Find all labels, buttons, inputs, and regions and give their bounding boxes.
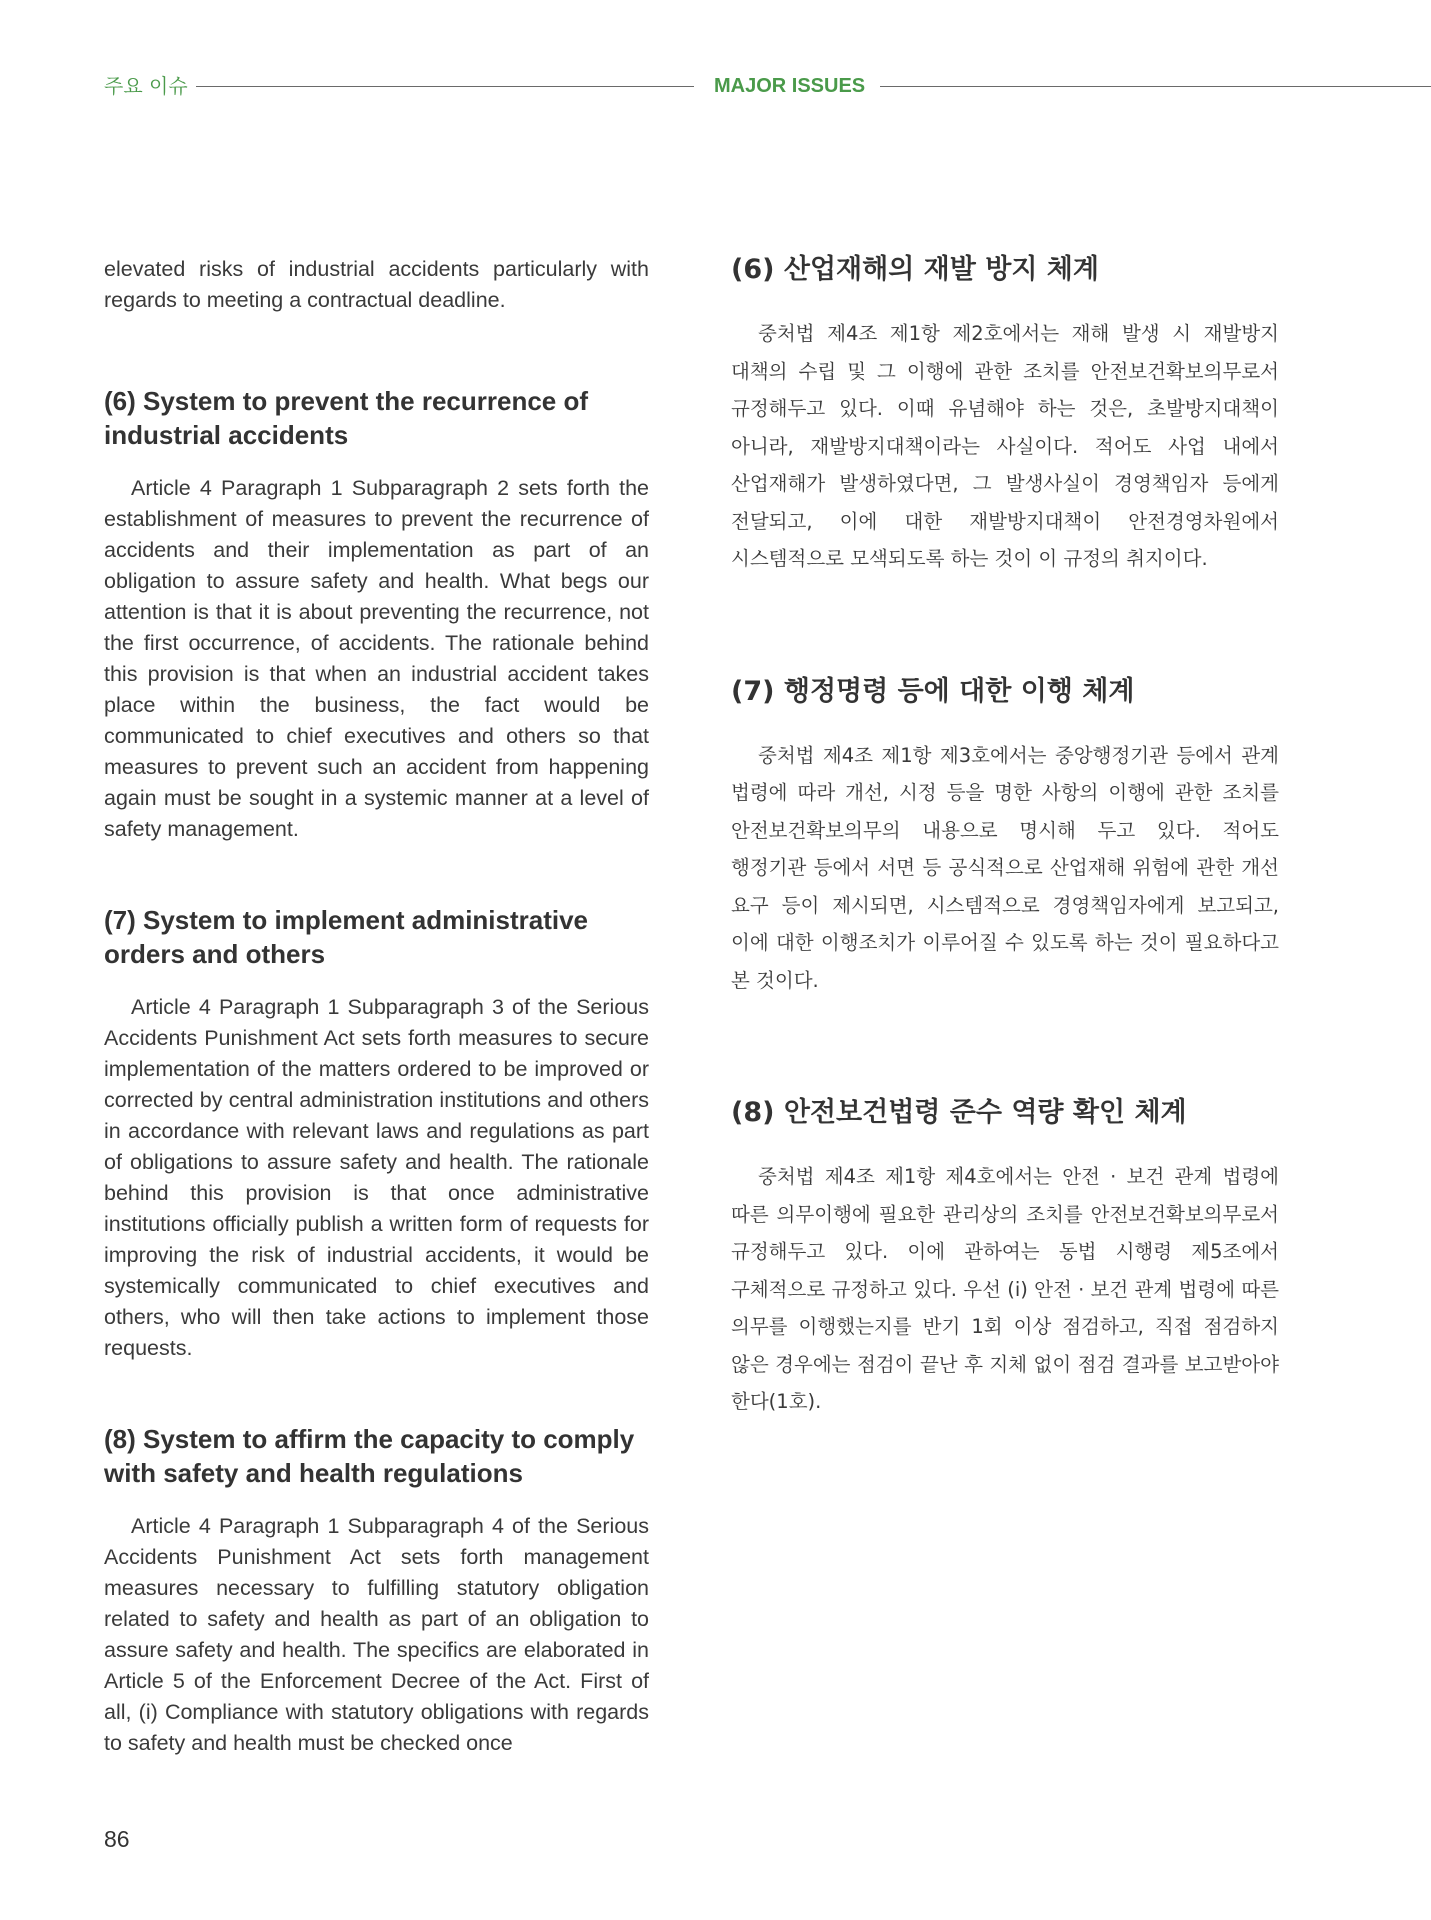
- heading-en-6: (6) System to prevent the recurrence of industrial accidents: [104, 386, 589, 450]
- paragraph-ko-6: 중처법 제4조 제1항 제2호에서는 재해 발생 시 재발방지 대책의 수립 및 그 이행에 관한 조치를 안전보건확보의무로서 규정해두고 있다. 이때 유념해야 하는 것은, 초발방지대책이 아니라, 재발방지대책이라는 사실이다. 적어도 사업 내에서 산업재해가 발생하였다면, 그 발생사실이 경영책임자 등에게 전달되고, 이에 대한 재발방지대책이 안전경영차원에서 시스템적으로 모색되도록 하는 것이 이 규정의 취지이다.: [731, 322, 1279, 570]
- intro-paragraph: elevated risks of industrial accidents particularly with regards to meeting a contractual deadline.: [104, 257, 649, 312]
- heading-ko-7: (7) 행정명령 등에 대한 이행 체계: [731, 675, 1135, 707]
- section-label-korean: 주요 이슈: [104, 74, 188, 98]
- english-column: [104, 254, 649, 1759]
- running-header: [104, 72, 1431, 100]
- heading-ko-6: (6) 산업재해의 재발 방지 체계: [731, 254, 1099, 285]
- paragraph-en-8: Article 4 Paragraph 1 Subparagraph 4 of the Serious Accidents Punishment Act sets forth management measures necessary to fulfilling statutory obligation related to safety and health as part of an obligation to assure safety and health. The specifics are elaborated in Article 5 of the Enforcement Decree of the Act. First of all, (i) Compliance with statutory obligations with regards to safety and health must be checked once: [104, 1514, 649, 1755]
- section-label-english: MAJOR ISSUES: [714, 75, 866, 97]
- heading-en-8: (8) System to affirm the capacity to comply with safety and health regulations: [104, 1424, 635, 1488]
- paragraph-en-6: Article 4 Paragraph 1 Subparagraph 2 sets forth the establishment of measures to prevent the recurrence of accidents and their implementation as part of an obligation to assure safety and health. What begs our attention is that it is about preventing the recurrence, not the first occurrence, of accidents. The rationale behind this provision is that when an industrial accident takes place within the business, the fact would be communicated to chief executives and others so that measures to prevent such an accident from happening again must be sought in a systemic manner at a level of safety management.: [104, 476, 649, 841]
- header-rule-right: [880, 86, 1431, 87]
- heading-ko-8: (8) 안전보건법령 준수 역량 확인 체계: [731, 1097, 1187, 1128]
- heading-en-7: (7) System to implement administrative orders and others: [104, 905, 589, 969]
- header-rule-left: [196, 86, 694, 87]
- korean-column: [731, 252, 1279, 1421]
- paragraph-ko-8: 중처법 제4조 제1항 제4호에서는 안전 · 보건 관계 법령에 따른 의무이행에 필요한 관리상의 조치를 안전보건확보의무로서 규정해두고 있다. 이에 관하여는 동법 시행령 제5조에서 구체적으로 규정하고 있다. 우선 (i) 안전 · 보건 관계 법령에 따른 의무를 이행했는지를 반기 1회 이상 점검하고, 직접 점검하지 않은 경우에는 점검이 끝난 후 지체 없이 점검 결과를 보고받아야 한다(1호).: [731, 1165, 1279, 1413]
- paragraph-ko-7: 중처법 제4조 제1항 제3호에서는 중앙행정기관 등에서 관계 법령에 따라 개선, 시정 등을 명한 사항의 이행에 관한 조치를 안전보건확보의무의 내용으로 명시해 두고 있다. 적어도 행정기관 등에서 서면 등 공식적으로 산업재해 위험에 관한 개선 요구 등이 제시되면, 시스템적으로 경영책임자에게 보고되고, 이에 대한 이행조치가 이루어질 수 있도록 하는 것이 필요하다고 본 것이다.: [731, 743, 1279, 992]
- paragraph-en-7: Article 4 Paragraph 1 Subparagraph 3 of the Serious Accidents Punishment Act sets forth measures to secure implementation of the matters ordered to be improved or corrected by central administration institutions and others in accordance with relevant laws and regulations as part of obligations to assure safety and health. The rationale behind this provision is that once administrative institutions officially publish a written form of requests for improving the risk of industrial accidents, it would be systemically communicated to chief executives and others, who will then take actions to implement those requests.: [104, 995, 649, 1360]
- page-number: 86: [104, 1826, 130, 1852]
